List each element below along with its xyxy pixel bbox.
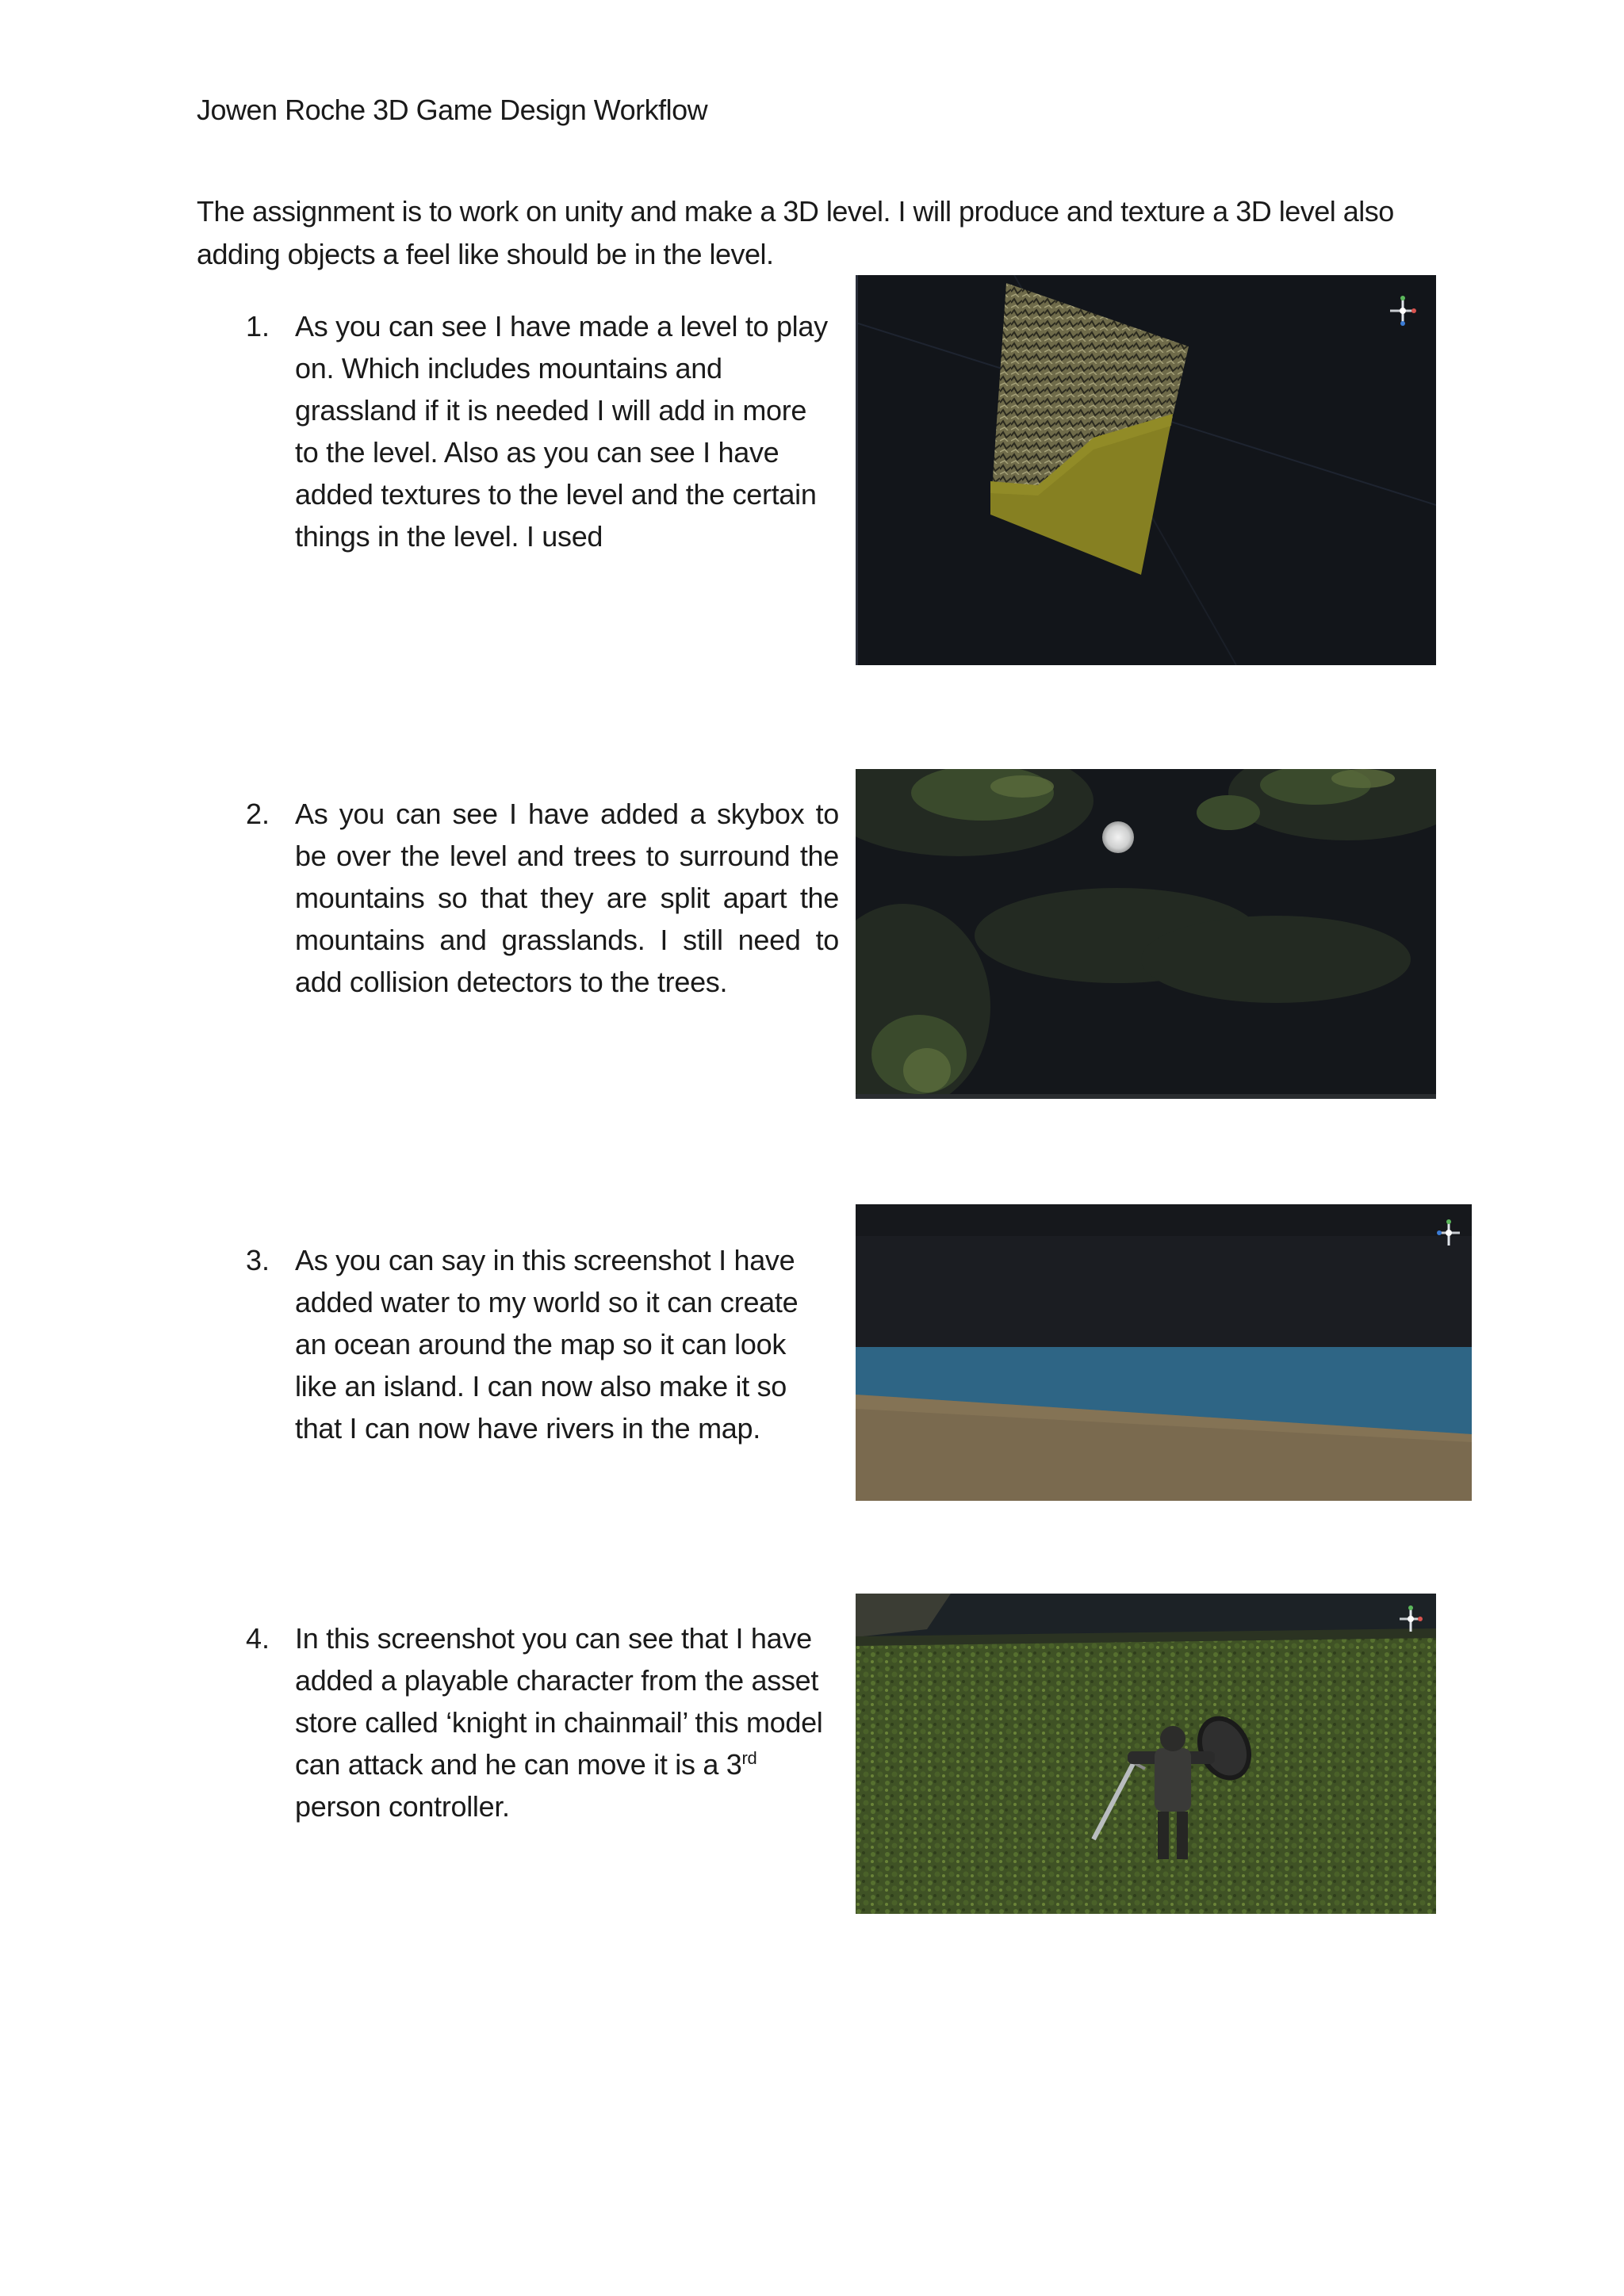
night-skybox-screenshot-icon — [856, 769, 1436, 1099]
ordinal-superscript: rd — [741, 1748, 757, 1768]
ocean-water-screenshot-icon — [856, 1204, 1472, 1501]
unity-terrain-screenshot-icon — [856, 275, 1436, 665]
knight-character-screenshot-icon — [856, 1594, 1436, 1914]
list-item-number: 1. — [246, 310, 270, 342]
terrain-screenshot — [856, 275, 1436, 665]
list-item-text-end: person controller. — [295, 1790, 510, 1823]
ocean-screenshot — [856, 1204, 1472, 1501]
list-item-number: 2. — [246, 798, 270, 830]
list-item-number: 3. — [246, 1244, 270, 1276]
character-screenshot — [856, 1594, 1436, 1914]
skybox-screenshot — [856, 769, 1436, 1099]
list-item-text: As you can see I have made a level to play on. Which includes mountains and grassland if it is needed I will add in more to the level. Also as you can see I have added textures to the level and the certain things in the level. I used — [295, 310, 828, 553]
list-item-text — [295, 1617, 839, 1827]
list-item-text-main: In this screenshot you can see that I have added a playable character from the asset store called ‘knight in chainmail’ this model can attack and he can move it is a 3 — [295, 1622, 823, 1781]
list-item-text: As you can say in this screenshot I have added water to my world so it can create an ocean around the map so it can look like an island. I can now also make it so that I can now have rivers in the map. — [295, 1244, 799, 1445]
list-item-number: 4. — [246, 1622, 270, 1655]
list-item-text: As you can see I have added a skybox to be over the level and trees to surround the mountains so that they are split apart the mountains and grasslands. I still need to add collision detectors to the trees. — [295, 798, 839, 998]
intro-paragraph: The assignment is to work on unity and make a 3D level. I will produce and texture a 3D level also adding objects a feel like should be in the level. — [197, 195, 1394, 270]
page-title: Jowen Roche 3D Game Design Workflow — [197, 94, 708, 126]
